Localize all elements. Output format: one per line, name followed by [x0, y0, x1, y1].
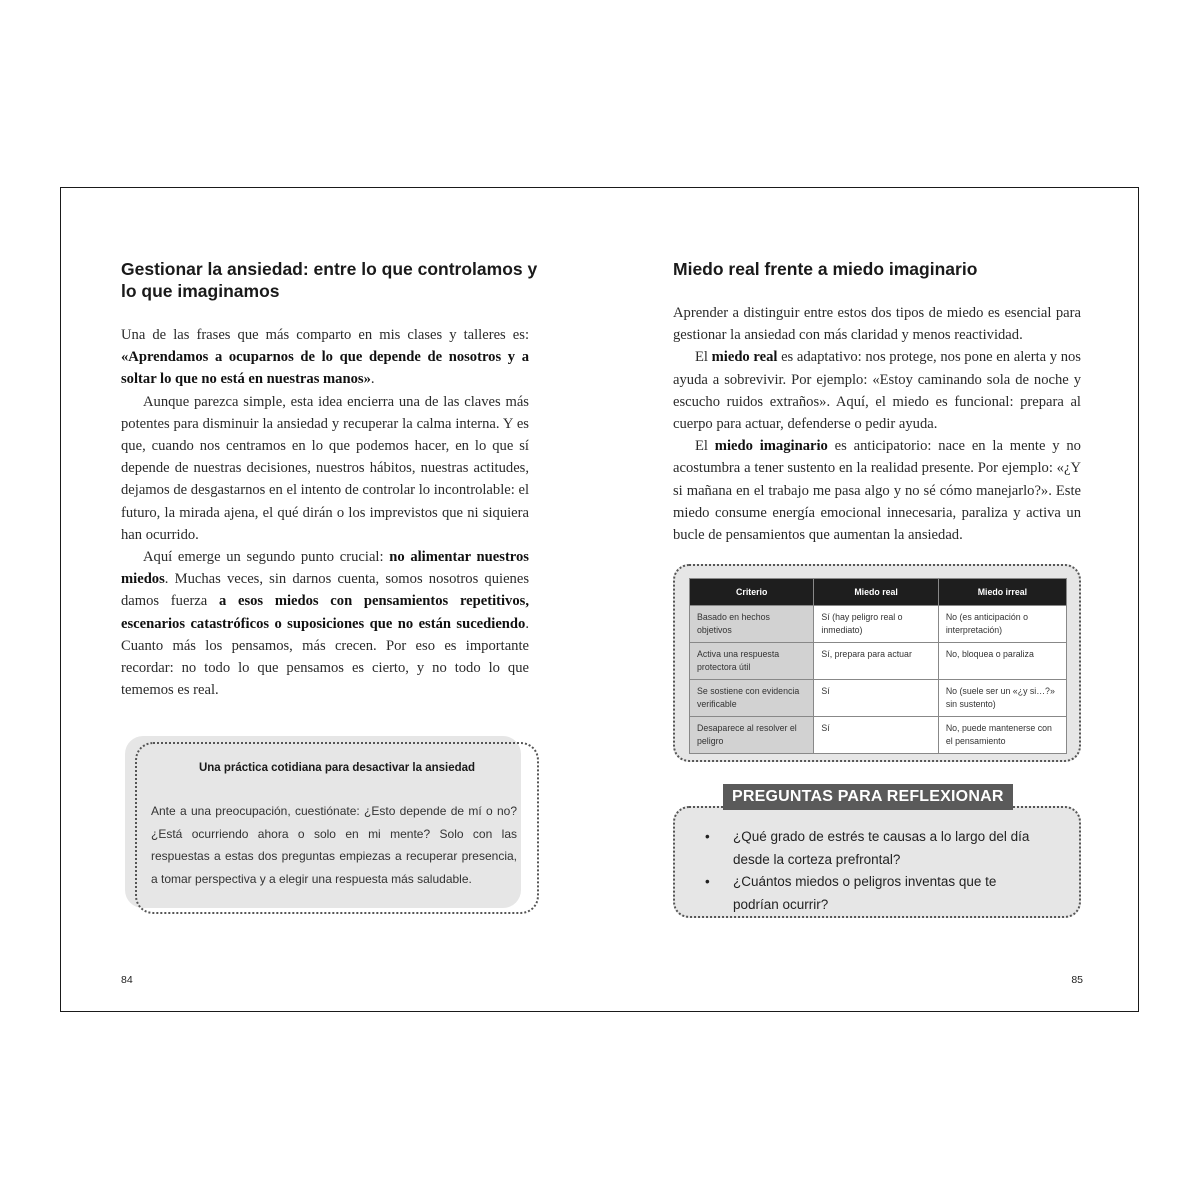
table-row	[690, 606, 1067, 643]
questions-title: PREGUNTAS PARA REFLEXIONAR	[723, 784, 1013, 810]
left-page-body	[121, 324, 529, 701]
body-paragraph	[673, 435, 1081, 546]
table-cell-value: No (es anticipación o interpretación)	[938, 606, 1066, 643]
bold-text: no alimentar nuestros miedos	[121, 549, 529, 588]
table-cell-criterion: Se sostiene con evidencia verificable	[690, 680, 814, 717]
page-number-right: 85	[1071, 974, 1083, 986]
table-cell-value: Sí, prepara para actuar	[814, 643, 938, 680]
practice-box	[125, 736, 529, 916]
table-cell-criterion: Activa una respuesta protectora útil	[690, 643, 814, 680]
text-run: . Cuanto más los pensamos, más crecen. Por eso es importante recordar: no todo lo que pensamos es cierto, y no todo lo que tememos es real.	[121, 615, 529, 699]
text-run: .	[370, 371, 375, 388]
right-page-heading: Miedo real frente a miedo imaginario	[673, 259, 978, 279]
comparison-table	[689, 578, 1067, 754]
text-run: Aunque parezca simple, esta idea encierra una de las claves más potentes para disminuir la ansiedad y recuperar la calma interna. Y es que, cuando nos centramos en lo que podemos hacer, en lo que sí depende de nuestras decisiones, nuestros hábitos, nuestras actitudes, dejamos de desgastarnos en el intento de controlar lo incontrolable: el futuro, la mirada ajena, el qué dirán o los imprevistos que ni siquiera han ocurrido.	[121, 393, 529, 543]
book-spread	[60, 187, 1139, 1012]
practice-box-text: Ante a una preocupación, cuestiónate: ¿Esto depende de mí o no? ¿Está ocurriendo ahora o solo en mi mente? Solo con las respuestas a estas dos preguntas empiezas a recuperar presencia, a tomar perspectiva y a elegir una respuesta más saludable.	[151, 804, 517, 886]
table-row	[690, 717, 1067, 754]
list-item	[703, 826, 1043, 871]
comparison-table-box	[673, 564, 1081, 762]
text-run: Una de las frases que más comparto en mis clases y talleres es:	[121, 327, 529, 343]
table-row	[690, 643, 1067, 680]
left-page	[121, 188, 591, 1011]
text-run: es adaptativo: nos protege, nos pone en alerta y nos ayuda a sobrevivir. Por ejemplo: «Estoy caminando sola de noche y escucho ruidos extraños». Aquí, el miedo es funcional: prepara al cuerpo para actuar, defenderse o pedir ayuda.	[673, 349, 1081, 433]
text-run: Aquí emerge un segundo punto crucial:	[143, 549, 390, 566]
table-cell-criterion: Desaparece al resolver el peligro	[690, 717, 814, 754]
left-page-heading: Gestionar la ansiedad: entre lo que controlamos y lo que imaginamos	[121, 259, 538, 301]
right-page-body	[673, 302, 1081, 546]
body-paragraph	[673, 346, 1081, 435]
bullet-icon: •	[705, 874, 710, 889]
body-paragraph	[673, 302, 1081, 346]
list-item	[703, 871, 1043, 916]
bold-text: a esos miedos con pensamientos repetitivos, escenarios catastróficos o suposiciones que no están sucediendo	[121, 593, 529, 632]
bullet-icon: •	[705, 829, 710, 844]
text-run: El	[695, 349, 712, 366]
table-header-cell: Miedo real	[814, 579, 938, 606]
table-header-row	[690, 579, 1067, 606]
bold-text: miedo imaginario	[714, 438, 828, 455]
table-cell-value: Sí	[814, 717, 938, 754]
table-cell-criterion: Basado en hechos objetivos	[690, 606, 814, 643]
table-cell-value: Sí (hay peligro real o inmediato)	[814, 606, 938, 643]
right-page	[673, 188, 1083, 1011]
body-paragraph	[121, 546, 529, 701]
table-row	[690, 680, 1067, 717]
text-run: Aprender a distinguir entre estos dos tipos de miedo es esencial para gestionar la ansiedad con más claridad y menos reactividad.	[673, 305, 1081, 344]
practice-box-title: Una práctica cotidiana para desactivar la ansiedad	[198, 762, 476, 774]
table-header-cell: Criterio	[690, 579, 814, 606]
text-run: . Muchas veces, sin darnos cuenta, somos nosotros quienes damos fuerza	[121, 571, 529, 610]
text-run: es anticipatorio: nace en la mente y no acostumbra a tener sustento en la realidad presente. Por ejemplo: «¿Y si mañana en el trabajo me pasa algo y no sé cómo manejarlo?». Este miedo consume energía emocional innecesaria, paraliza y activa un bucle de pensamientos que aumentan la ansiedad.	[673, 438, 1081, 544]
text-run: El	[695, 438, 715, 455]
table-cell-value: No (suele ser un «¿y si…?» sin sustento)	[938, 680, 1066, 717]
table-cell-value: No, puede mantenerse con el pensamiento	[938, 717, 1066, 754]
page-number-left: 84	[121, 974, 133, 986]
table-cell-value: No, bloquea o paraliza	[938, 643, 1066, 680]
table-cell-value: Sí	[814, 680, 938, 717]
question-text: ¿Qué grado de estrés te causas a lo largo del día desde la corteza prefrontal?	[733, 829, 1030, 867]
bold-text: «Aprendamos a ocuparnos de lo que depende de nosotros y a soltar lo que no está en nuestras manos»	[121, 349, 529, 388]
question-text: ¿Cuántos miedos o peligros inventas que te podrían ocurrir?	[733, 874, 997, 912]
bold-text: miedo real	[711, 349, 778, 366]
body-paragraph	[121, 324, 529, 391]
questions-list	[703, 826, 1043, 916]
body-paragraph	[121, 391, 529, 546]
table-header-cell: Miedo irreal	[938, 579, 1066, 606]
